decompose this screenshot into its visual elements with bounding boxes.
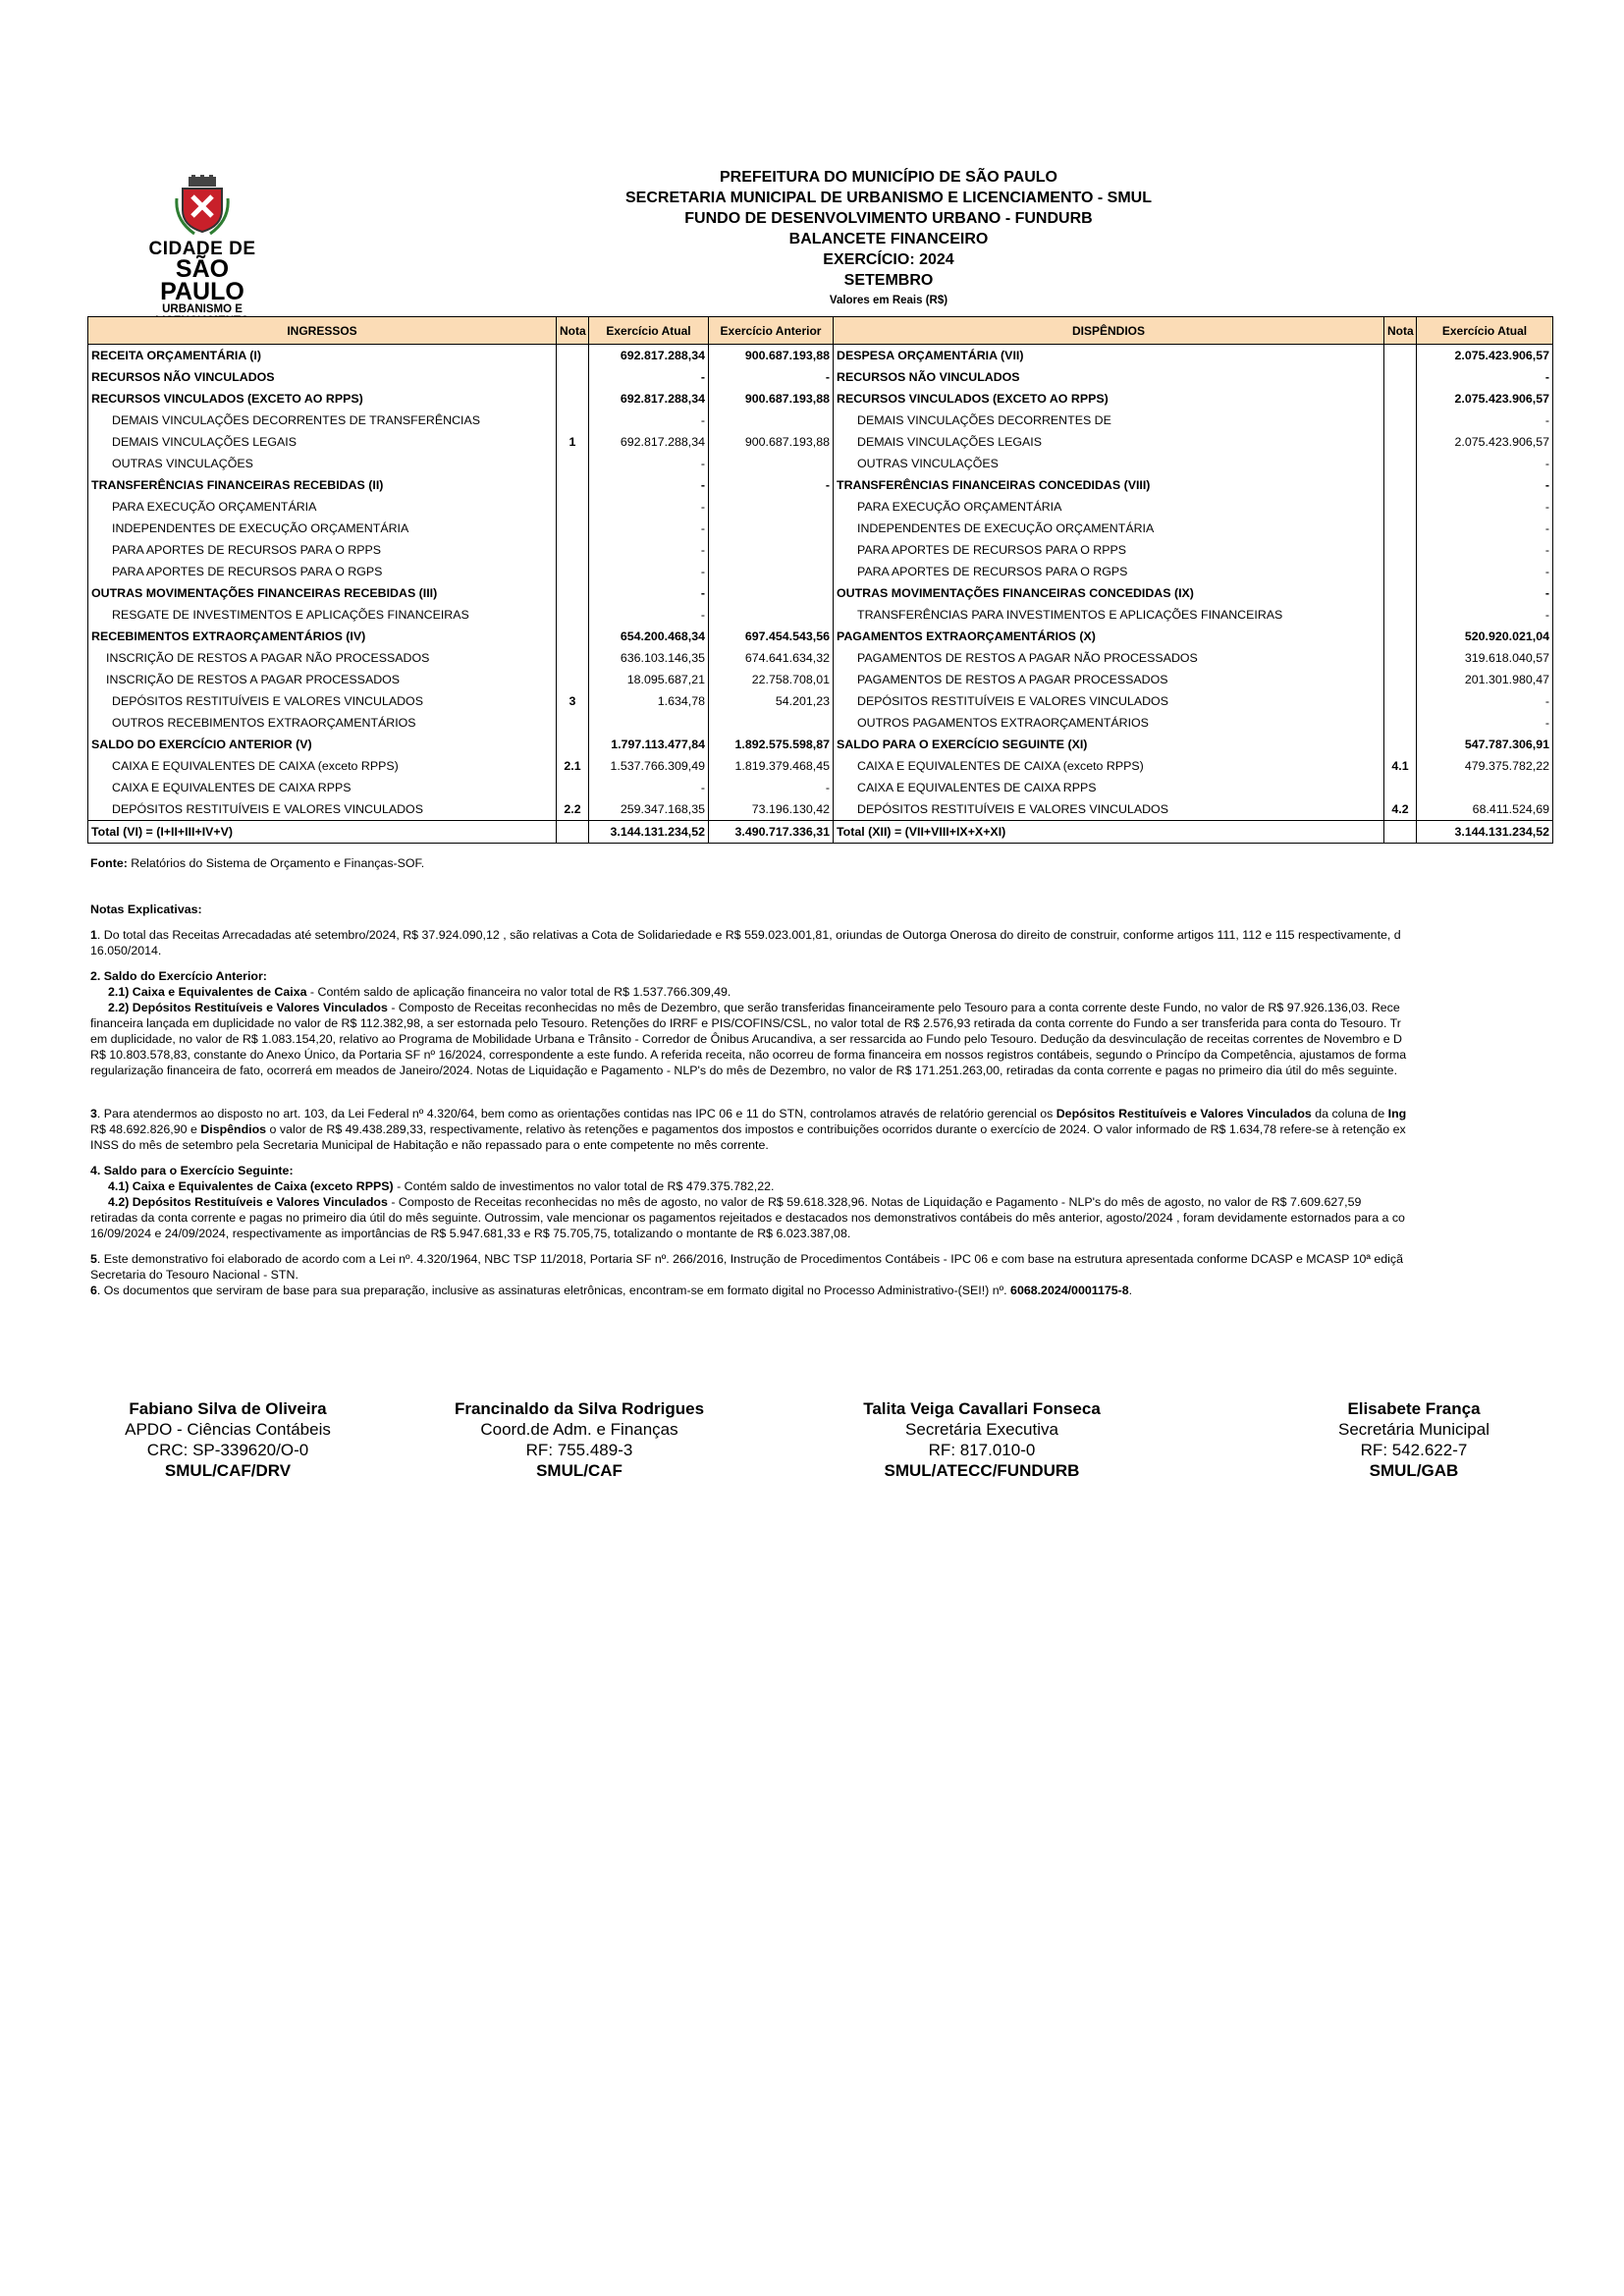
ingresso-atual: -: [589, 496, 709, 518]
ingresso-atual: 636.103.146,35: [589, 647, 709, 669]
ingresso-anterior: 900.687.193,88: [709, 388, 834, 410]
ingresso-anterior: -: [709, 366, 834, 388]
ingresso-label: TRANSFERÊNCIAS FINANCEIRAS RECEBIDAS (II): [88, 474, 557, 496]
table-row: [88, 626, 1553, 647]
dispendio-label: OUTROS PAGAMENTOS EXTRAORÇAMENTÁRIOS: [834, 712, 1384, 734]
dispendio-atual: -: [1417, 539, 1553, 561]
dispendio-nota: 4.1: [1384, 755, 1417, 777]
logo-line-2: SÃO PAULO: [160, 255, 244, 305]
dispendio-label: CAIXA E EQUIVALENTES DE CAIXA RPPS: [834, 777, 1384, 798]
dispendio-nota: [1384, 366, 1417, 388]
dispendio-nota: [1384, 345, 1417, 367]
ingresso-nota: [557, 712, 589, 734]
ingresso-label: CAIXA E EQUIVALENTES DE CAIXA RPPS: [88, 777, 557, 798]
table-row: [88, 453, 1553, 474]
coat-of-arms-icon: [175, 175, 230, 236]
ingresso-nota: [557, 518, 589, 539]
ingresso-label: PARA APORTES DE RECURSOS PARA O RPPS: [88, 539, 557, 561]
ingresso-anterior: 73.196.130,42: [709, 798, 834, 821]
ingresso-atual: -: [589, 604, 709, 626]
dispendio-label: OUTRAS MOVIMENTAÇÕES FINANCEIRAS CONCEDIDAS (IX): [834, 582, 1384, 604]
ingresso-anterior: [709, 410, 834, 431]
col-exercicio-atual-2: Exercício Atual: [1417, 317, 1553, 345]
note-4-2-cont-1: retiradas da conta corrente e pagas no primeiro dia útil do mês seguinte. Outrossim, vale mencionar os pagamentos rejeitados e destacados nos demonstrativos contábeis do mês anterior, agosto/2024 , foram devidamente estornados para a co: [90, 1211, 1405, 1225]
note-2-2-cont-2: em duplicidade, no valor de R$ 1.083.154,20, relativo ao Programa de Mobilidade Urbana e Trânsito - Corredor de Ônibus Arucandiva, a ser ressarcida ao Fundo pelo Tesouro. Dedução da desvinculação de receitas correntes de Novembro e D: [90, 1032, 1402, 1046]
ingresso-label: DEPÓSITOS RESTITUÍVEIS E VALORES VINCULADOS: [88, 690, 557, 712]
ingresso-atual: 1.634,78: [589, 690, 709, 712]
city-logo: [134, 175, 271, 327]
dispendio-nota: 4.2: [1384, 798, 1417, 821]
note-6: 6. Os documentos que serviram de base para sua preparação, inclusive as assinaturas eletrônicas, encontram-se em formato digital no Processo Administrativo-(SEI!) nº. 6068.2024/0001175-8.: [90, 1284, 1133, 1297]
col-nota: Nota: [557, 317, 589, 345]
ingresso-anterior: 54.201,23: [709, 690, 834, 712]
signature-name: Francinaldo da Silva Rodrigues: [454, 1399, 705, 1418]
table-row: [88, 561, 1553, 582]
ingresso-nota: [557, 604, 589, 626]
dispendio-atual: 2.075.423.906,57: [1417, 345, 1553, 367]
ingresso-atual: -: [589, 582, 709, 604]
ingresso-nota: [557, 539, 589, 561]
dispendio-label: DEMAIS VINCULAÇÕES LEGAIS: [834, 431, 1384, 453]
dispendio-nota: [1384, 626, 1417, 647]
ingresso-nota: [557, 582, 589, 604]
ingresso-nota: [557, 474, 589, 496]
header-title: BALANCETE FINANCEIRO: [788, 231, 989, 247]
table-row: [88, 366, 1553, 388]
ingresso-anterior: [709, 604, 834, 626]
source-text: Relatórios do Sistema de Orçamento e Finanças-SOF.: [127, 856, 425, 870]
dispendio-label: CAIXA E EQUIVALENTES DE CAIXA (exceto RPPS): [834, 755, 1384, 777]
table-row: [88, 474, 1553, 496]
dispendio-nota: [1384, 777, 1417, 798]
ingresso-atual: -: [589, 561, 709, 582]
ingresso-atual: -: [589, 366, 709, 388]
ingresso-nota: 2.2: [557, 798, 589, 821]
header-exercicio: EXERCÍCIO: 2024: [823, 251, 954, 268]
note-1-cont: 16.050/2014.: [90, 944, 162, 957]
table-row: [88, 604, 1553, 626]
note-4-1: 4.1) Caixa e Equivalentes de Caixa (exceto RPPS) - Contém saldo de investimentos no valor total de R$ 479.375.782,22.: [108, 1179, 775, 1193]
dispendio-label: PARA EXECUÇÃO ORÇAMENTÁRIA: [834, 496, 1384, 518]
notes-title: Notas Explicativas:: [90, 902, 202, 916]
note-2-2-cont-1: financeira lançada em duplicidade no valor de R$ 112.382,98, a ser estornada pelo Tesouro. Retenções do IRRF e PIS/COFINS/CSL, no valor total de R$ 2.576,93 retirada da conta corrente do Fundo a ser transferida para conta do Tesouro. Tr: [90, 1016, 1401, 1030]
dispendio-nota: [1384, 561, 1417, 582]
ingresso-label: RECEBIMENTOS EXTRAORÇAMENTÁRIOS (IV): [88, 626, 557, 647]
dispendio-nota: [1384, 604, 1417, 626]
ingresso-anterior: 900.687.193,88: [709, 345, 834, 367]
col-nota-2: Nota: [1384, 317, 1417, 345]
signature-name: Talita Veiga Cavallari Fonseca: [863, 1399, 1101, 1418]
ingresso-atual: 692.817.288,34: [589, 388, 709, 410]
ingresso-nota: [557, 669, 589, 690]
document-header: [393, 167, 1384, 308]
header-secretaria: SECRETARIA MUNICIPAL DE URBANISMO E LICENCIAMENTO - SMUL: [624, 190, 1152, 206]
ingresso-label: DEMAIS VINCULAÇÕES DECORRENTES DE TRANSFERÊNCIAS: [88, 410, 557, 431]
ingresso-nota: [557, 777, 589, 798]
total-ingressos-anterior: 3.490.717.336,31: [709, 821, 834, 844]
ingresso-nota: 3: [557, 690, 589, 712]
table-row: [88, 345, 1553, 367]
ingresso-anterior: [709, 453, 834, 474]
ingresso-atual: -: [589, 474, 709, 496]
table-row: [88, 647, 1553, 669]
dispendio-nota: [1384, 734, 1417, 755]
ingresso-nota: [557, 496, 589, 518]
dispendio-label: SALDO PARA O EXERCÍCIO SEGUINTE (XI): [834, 734, 1384, 755]
header-unit: Valores em Reais (R$): [829, 295, 948, 306]
dispendio-nota: [1384, 431, 1417, 453]
dispendio-label: OUTRAS VINCULAÇÕES: [834, 453, 1384, 474]
dispendio-nota: [1384, 582, 1417, 604]
ingresso-atual: 692.817.288,34: [589, 431, 709, 453]
note-4-title: 4. Saldo para o Exercício Seguinte:: [90, 1164, 294, 1177]
header-prefeitura: PREFEITURA DO MUNICÍPIO DE SÃO PAULO: [719, 169, 1057, 186]
signature-block: [422, 1398, 736, 1481]
ingresso-nota: 2.1: [557, 755, 589, 777]
dispendio-label: INDEPENDENTES DE EXECUÇÃO ORÇAMENTÁRIA: [834, 518, 1384, 539]
ingresso-atual: [589, 712, 709, 734]
ingresso-anterior: 674.641.634,32: [709, 647, 834, 669]
dispendio-nota: [1384, 712, 1417, 734]
dispendio-label: PAGAMENTOS DE RESTOS A PAGAR PROCESSADOS: [834, 669, 1384, 690]
signature-dept: SMUL/CAF: [536, 1461, 623, 1480]
dispendio-atual: -: [1417, 366, 1553, 388]
dispendio-label: PARA APORTES DE RECURSOS PARA O RPPS: [834, 539, 1384, 561]
note-5-cont: Secretaria do Tesouro Nacional - STN.: [90, 1268, 298, 1282]
note-4-2-cont-2: 16/09/2024 e 24/09/2024, respectivamente as importâncias de R$ 5.947.681,33 e R$ 75.705,75, totalizando o montante de R$ 6.023.387,08.: [90, 1227, 851, 1240]
signature-block: [90, 1398, 365, 1481]
note-2-2-cont-4: regularização financeira de fato, ocorrerá em meados de Janeiro/2024. Notas de Liquidação e Pagamento - NLP's do mês de Dezembro, no valor de R$ 171.251.263,00, retiradas da conta corrente e pagas no primeiro dia útil do mês seguinte.: [90, 1064, 1398, 1077]
table-row: [88, 410, 1553, 431]
signature-id: CRC: SP-339620/O-0: [146, 1441, 309, 1459]
ingresso-anterior: -: [709, 777, 834, 798]
table-row: [88, 798, 1553, 821]
dispendio-atual: -: [1417, 410, 1553, 431]
ingresso-anterior: 1.819.379.468,45: [709, 755, 834, 777]
dispendio-label: PAGAMENTOS DE RESTOS A PAGAR NÃO PROCESSADOS: [834, 647, 1384, 669]
ingresso-anterior: -: [709, 474, 834, 496]
dispendio-atual: -: [1417, 561, 1553, 582]
ingresso-label: INSCRIÇÃO DE RESTOS A PAGAR NÃO PROCESSADOS: [88, 647, 557, 669]
table-row: [88, 669, 1553, 690]
dispendio-nota: [1384, 669, 1417, 690]
dispendio-atual: -: [1417, 690, 1553, 712]
dispendio-nota: [1384, 539, 1417, 561]
ingresso-anterior: [709, 496, 834, 518]
dispendio-atual: -: [1417, 712, 1553, 734]
ingresso-label: OUTRAS MOVIMENTAÇÕES FINANCEIRAS RECEBIDAS (III): [88, 582, 557, 604]
ingresso-atual: 654.200.468,34: [589, 626, 709, 647]
col-ingressos: INGRESSOS: [88, 317, 557, 345]
dispendio-nota: [1384, 690, 1417, 712]
ingresso-nota: [557, 561, 589, 582]
dispendio-label: PAGAMENTOS EXTRAORÇAMENTÁRIOS (X): [834, 626, 1384, 647]
ingresso-nota: [557, 734, 589, 755]
total-dispendios-label: Total (XII) = (VII+VIII+IX+X+XI): [834, 821, 1384, 844]
ingresso-anterior: [709, 518, 834, 539]
note-2-2-cont-3: R$ 10.803.578,83, constante do Anexo Único, da Portaria SF nº 16/2024, correspondente a este fundo. A referida receita, não ocorreu de forma financeira em nossos registros contábeis, segundo o Princípo da Competência, ajustamos de forma: [90, 1048, 1407, 1062]
ingresso-anterior: [709, 539, 834, 561]
note-3-cont-2: INSS do mês de setembro pela Secretaria Municipal de Habitação e não repassado para o ente competente no mês corrente.: [90, 1138, 769, 1152]
dispendio-nota: [1384, 388, 1417, 410]
ingresso-label: DEMAIS VINCULAÇÕES LEGAIS: [88, 431, 557, 453]
note-2-2: 2.2) Depósitos Restituíveis e Valores Vinculados - Composto de Receitas reconhecidas no mês de Dezembro, que serão transferidas financeiramente pelo Tesouro para a conta corrente deste Fundo, no valor de R$ 97.926.136,03. Rece: [108, 1001, 1400, 1014]
note-1: 1. Do total das Receitas Arrecadadas até setembro/2024, R$ 37.924.090,12 , são relativas a Cota de Solidariedade e R$ 559.023.001,81, oriundas de Outorga Onerosa do direito de construir, conforme artigos 111, 112 e 115 respectivamente, d: [90, 928, 1401, 942]
ingresso-atual: 1.537.766.309,49: [589, 755, 709, 777]
table-header-row: [88, 317, 1553, 345]
ingresso-label: INSCRIÇÃO DE RESTOS A PAGAR PROCESSADOS: [88, 669, 557, 690]
dispendio-label: PARA APORTES DE RECURSOS PARA O RGPS: [834, 561, 1384, 582]
ingresso-label: RECURSOS VINCULADOS (EXCETO AO RPPS): [88, 388, 557, 410]
ingresso-nota: [557, 647, 589, 669]
ingresso-atual: -: [589, 410, 709, 431]
table-row: [88, 388, 1553, 410]
dispendio-nota: [1384, 518, 1417, 539]
ingresso-anterior: 697.454.543,56: [709, 626, 834, 647]
dispendio-atual: -: [1417, 518, 1553, 539]
table-row: [88, 755, 1553, 777]
signature-id: RF: 817.010-0: [928, 1441, 1036, 1459]
table-row: [88, 712, 1553, 734]
signature-id: RF: 542.622-7: [1360, 1441, 1468, 1459]
source-note: [90, 856, 424, 870]
dispendio-label: RECURSOS VINCULADOS (EXCETO AO RPPS): [834, 388, 1384, 410]
signature-dept: SMUL/CAF/DRV: [164, 1461, 292, 1480]
dispendio-nota: [1384, 496, 1417, 518]
header-fundo: FUNDO DE DESENVOLVIMENTO URBANO - FUNDURB: [684, 210, 1093, 227]
dispendio-atual: 2.075.423.906,57: [1417, 431, 1553, 453]
dispendio-atual: -: [1417, 604, 1553, 626]
signature-role: Secretária Municipal: [1337, 1420, 1489, 1439]
table-row: [88, 539, 1553, 561]
dispendio-nota: [1384, 410, 1417, 431]
signature-name: Fabiano Silva de Oliveira: [129, 1399, 327, 1418]
dispendio-atual: -: [1417, 474, 1553, 496]
signature-role: Coord.de Adm. e Finanças: [480, 1420, 678, 1439]
note-5: 5. Este demonstrativo foi elaborado de acordo com a Lei nº. 4.320/1964, NBC TSP 11/2018, Portaria SF nº. 266/2016, Instrução de Procedimentos Contábeis - IPC 06 e com base na estrutura apresentada conforme DCASP e MCASP 10ª ediçã: [90, 1252, 1404, 1266]
ingresso-label: RECEITA ORÇAMENTÁRIA (I): [88, 345, 557, 367]
ingresso-nota: 1: [557, 431, 589, 453]
ingresso-nota: [557, 388, 589, 410]
signature-role: Secretária Executiva: [905, 1420, 1058, 1439]
total-row: [88, 821, 1553, 844]
signature-id: RF: 755.489-3: [525, 1441, 633, 1459]
ingresso-atual: -: [589, 539, 709, 561]
total-nota: [557, 821, 589, 844]
ingresso-nota: [557, 453, 589, 474]
note-3: 3. Para atendermos ao disposto no art. 103, da Lei Federal nº 4.320/64, bem como as orientações contidas nas IPC 06 e 11 do STN, controlamos através de relatório gerencial os Depósitos Restituíveis e Valores Vinculados da coluna de Ing: [90, 1107, 1407, 1121]
logo-line-3: URBANISMO E: [162, 303, 243, 315]
ingresso-atual: 18.095.687,21: [589, 669, 709, 690]
dispendio-atual: 201.301.980,47: [1417, 669, 1553, 690]
total-ingressos-atual: 3.144.131.234,52: [589, 821, 709, 844]
ingresso-label: OUTRAS VINCULAÇÕES: [88, 453, 557, 474]
ingresso-label: INDEPENDENTES DE EXECUÇÃO ORÇAMENTÁRIA: [88, 518, 557, 539]
signature-block: [1276, 1398, 1551, 1481]
total-ingressos-label: Total (VI) = (I+II+III+IV+V): [88, 821, 557, 844]
dispendio-atual: 479.375.782,22: [1417, 755, 1553, 777]
note-2-title: 2. Saldo do Exercício Anterior:: [90, 969, 267, 983]
dispendio-label: RECURSOS NÃO VINCULADOS: [834, 366, 1384, 388]
ingresso-label: OUTROS RECEBIMENTOS EXTRAORÇAMENTÁRIOS: [88, 712, 557, 734]
ingresso-anterior: [709, 582, 834, 604]
col-dispendios: DISPÊNDIOS: [834, 317, 1384, 345]
ingresso-nota: [557, 410, 589, 431]
note-2-1: 2.1) Caixa e Equivalentes de Caixa - Contém saldo de aplicação financeira no valor total de R$ 1.537.766.309,49.: [108, 985, 731, 999]
ingresso-atual: 259.347.168,35: [589, 798, 709, 821]
balance-table: [87, 316, 1553, 844]
signature-dept: SMUL/GAB: [1369, 1461, 1459, 1480]
ingresso-atual: 692.817.288,34: [589, 345, 709, 367]
ingresso-nota: [557, 626, 589, 647]
ingresso-atual: 1.797.113.477,84: [589, 734, 709, 755]
col-exercicio-anterior: Exercício Anterior: [709, 317, 834, 345]
dispendio-atual: -: [1417, 453, 1553, 474]
dispendio-atual: -: [1417, 496, 1553, 518]
ingresso-label: PARA APORTES DE RECURSOS PARA O RGPS: [88, 561, 557, 582]
ingresso-anterior: 900.687.193,88: [709, 431, 834, 453]
dispendio-label: TRANSFERÊNCIAS PARA INVESTIMENTOS E APLICAÇÕES FINANCEIRAS: [834, 604, 1384, 626]
signature-dept: SMUL/ATECC/FUNDURB: [884, 1461, 1080, 1480]
dispendio-atual: 520.920.021,04: [1417, 626, 1553, 647]
dispendio-atual: -: [1417, 582, 1553, 604]
ingresso-atual: -: [589, 518, 709, 539]
header-mes: SETEMBRO: [843, 272, 934, 289]
dispendio-label: DESPESA ORÇAMENTÁRIA (VII): [834, 345, 1384, 367]
dispendio-nota: [1384, 474, 1417, 496]
dispendio-label: DEMAIS VINCULAÇÕES DECORRENTES DE: [834, 410, 1384, 431]
note-3-cont-1: R$ 48.692.826,90 e Dispêndios o valor de R$ 49.438.289,33, respectivamente, relativo às retenções e pagamentos dos impostos e contribuições ocorridos durante o exercício de 2024. O valor informado de R$ 1.634,78 refere-se à retenção ex: [90, 1122, 1406, 1136]
ingresso-label: RECURSOS NÃO VINCULADOS: [88, 366, 557, 388]
total-nota-2: [1384, 821, 1417, 844]
col-exercicio-atual: Exercício Atual: [589, 317, 709, 345]
ingresso-anterior: 22.758.708,01: [709, 669, 834, 690]
ingresso-nota: [557, 366, 589, 388]
signature-name: Elisabete França: [1347, 1399, 1481, 1418]
table-row: [88, 518, 1553, 539]
ingresso-label: DEPÓSITOS RESTITUÍVEIS E VALORES VINCULADOS: [88, 798, 557, 821]
dispendio-nota: [1384, 647, 1417, 669]
table-row: [88, 777, 1553, 798]
dispendio-label: TRANSFERÊNCIAS FINANCEIRAS CONCEDIDAS (VIII): [834, 474, 1384, 496]
dispendio-label: DEPÓSITOS RESTITUÍVEIS E VALORES VINCULADOS: [834, 690, 1384, 712]
ingresso-atual: -: [589, 777, 709, 798]
dispendio-atual: [1417, 777, 1553, 798]
explanatory-notes: [90, 902, 1553, 1298]
table-row: [88, 496, 1553, 518]
ingresso-label: PARA EXECUÇÃO ORÇAMENTÁRIA: [88, 496, 557, 518]
ingresso-atual: -: [589, 453, 709, 474]
dispendio-atual: 2.075.423.906,57: [1417, 388, 1553, 410]
ingresso-nota: [557, 345, 589, 367]
table-row: [88, 582, 1553, 604]
ingresso-label: RESGATE DE INVESTIMENTOS E APLICAÇÕES FINANCEIRAS: [88, 604, 557, 626]
table-row: [88, 734, 1553, 755]
ingresso-anterior: [709, 712, 834, 734]
ingresso-label: SALDO DO EXERCÍCIO ANTERIOR (V): [88, 734, 557, 755]
signature-block: [825, 1398, 1139, 1481]
ingresso-anterior: [709, 561, 834, 582]
dispendio-atual: 547.787.306,91: [1417, 734, 1553, 755]
logo-line-1: CIDADE DE: [148, 239, 256, 259]
signature-role: APDO - Ciências Contábeis: [125, 1420, 331, 1439]
table-row: [88, 431, 1553, 453]
ingresso-label: CAIXA E EQUIVALENTES DE CAIXA (exceto RPPS): [88, 755, 557, 777]
dispendio-atual: 319.618.040,57: [1417, 647, 1553, 669]
total-dispendios-atual: 3.144.131.234,52: [1417, 821, 1553, 844]
table-row: [88, 690, 1553, 712]
dispendio-atual: 68.411.524,69: [1417, 798, 1553, 821]
dispendio-label: DEPÓSITOS RESTITUÍVEIS E VALORES VINCULADOS: [834, 798, 1384, 821]
source-label: Fonte:: [90, 856, 128, 870]
note-4-2: 4.2) Depósitos Restituíveis e Valores Vinculados - Composto de Receitas reconhecidas no mês de agosto, no valor de R$ 59.618.328,96. Notas de Liquidação e Pagamento - NLP's do mês de agosto, no valor de R$ 7.609.627,59: [108, 1195, 1362, 1209]
dispendio-nota: [1384, 453, 1417, 474]
ingresso-anterior: 1.892.575.598,87: [709, 734, 834, 755]
